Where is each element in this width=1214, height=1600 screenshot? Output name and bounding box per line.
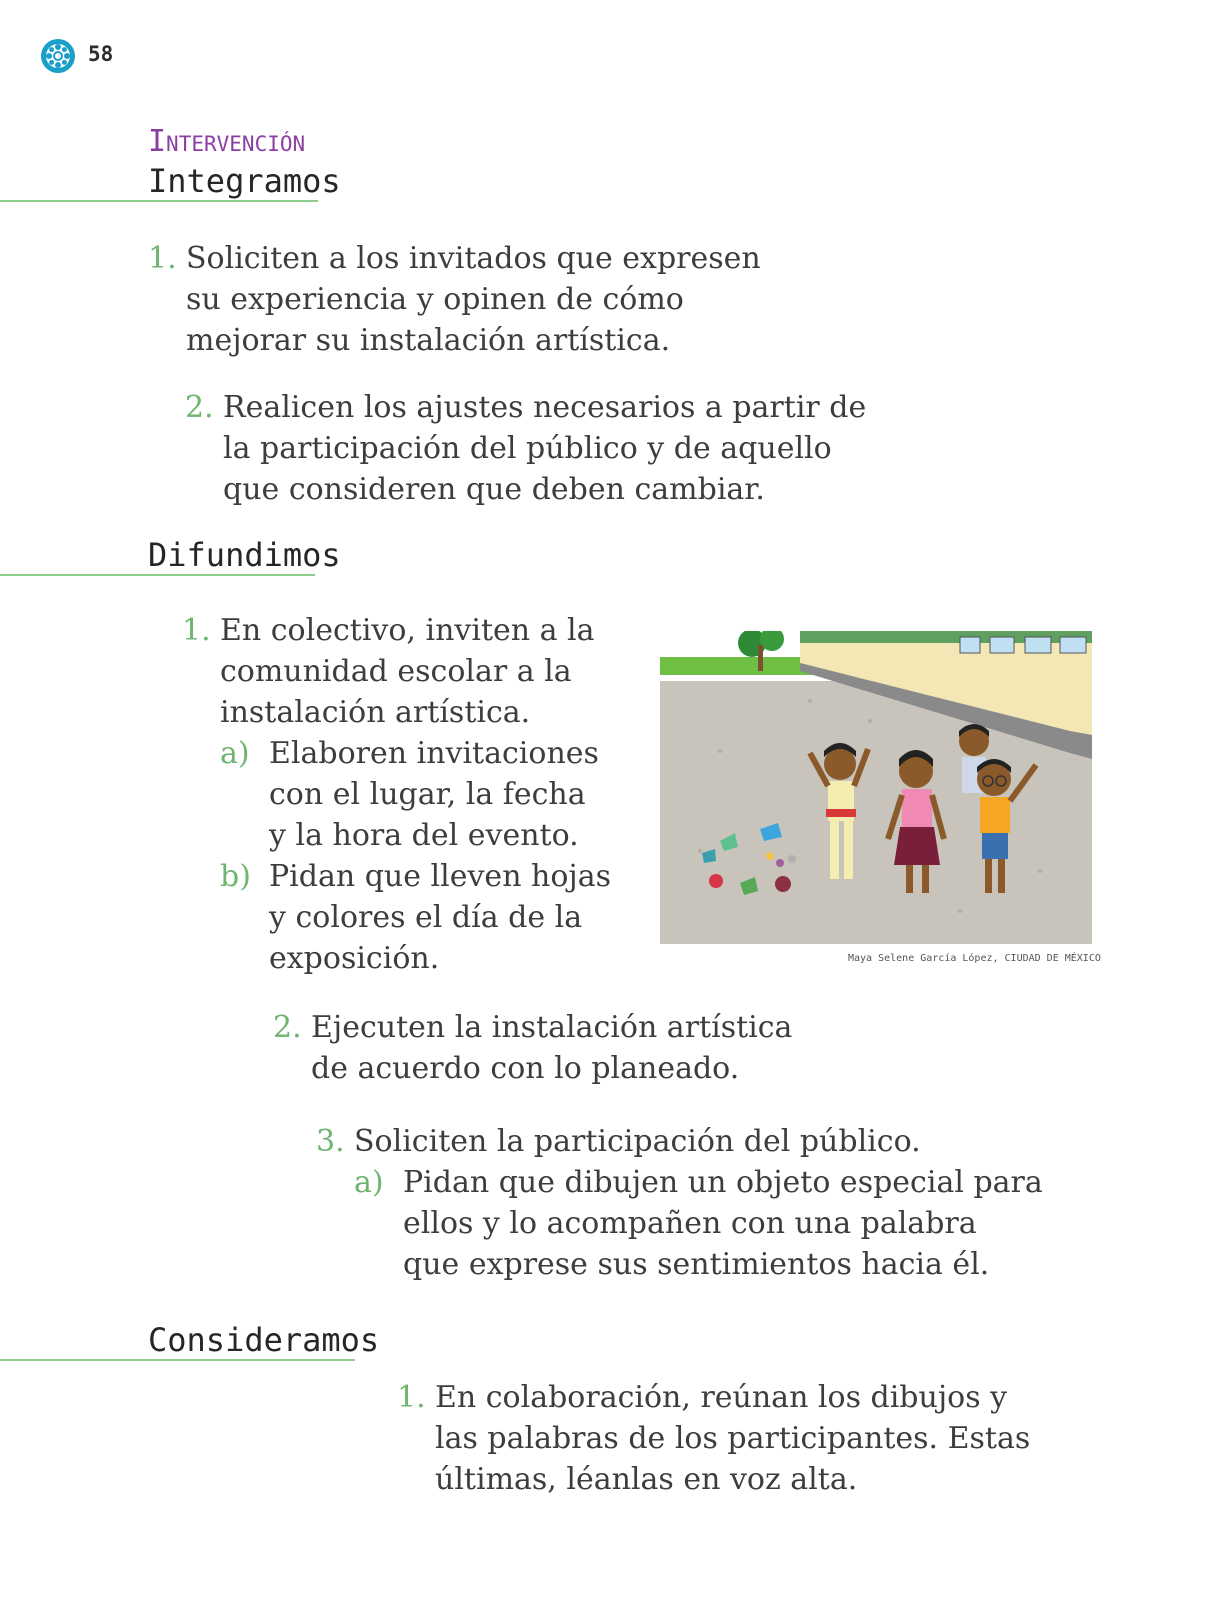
sub-letter: b) (220, 859, 251, 894)
list-text-line: Pidan que lleven hojas (269, 859, 612, 894)
list-number: 3. (316, 1124, 345, 1159)
list-text-line: y colores el día de la (269, 900, 583, 935)
list-text-line: Ejecuten la instalación artística (311, 1010, 793, 1045)
list-text-line: que consideren que deben cambiar. (223, 472, 765, 507)
list-text-line: Elaboren invitaciones (269, 736, 599, 771)
list-number: 2. (185, 390, 214, 425)
list-text-line: En colaboración, reúnan los dibujos y (435, 1380, 1008, 1415)
list-item (185, 387, 885, 517)
list-text-line: Soliciten la participación del público. (354, 1124, 921, 1159)
list-number: 1. (182, 613, 211, 648)
list-item (316, 1121, 1076, 1291)
list-item (273, 1007, 873, 1097)
list-text-line: ellos y lo acompañen con una palabra (403, 1206, 977, 1241)
heading-difundimos: Difundimos (148, 536, 341, 574)
list-item (148, 238, 788, 368)
section-label: Intervención (148, 124, 306, 159)
list-text-line: Realicen los ajustes necesarios a partir de (223, 390, 867, 425)
list-text-line: Pidan que dibujen un objeto especial para (403, 1165, 1043, 1200)
list-text-line: y la hora del evento. (269, 818, 579, 853)
flower-emblem-icon (40, 38, 76, 74)
list-item (397, 1377, 1097, 1507)
heading-rule (0, 1359, 355, 1361)
list-text-line: mejorar su instalación artística. (186, 323, 671, 358)
list-text-line: En colectivo, inviten a la (220, 613, 595, 648)
list-number: 2. (273, 1010, 302, 1045)
heading-rule (0, 200, 318, 202)
children-schoolyard-illustration (660, 631, 1092, 944)
list-text-line: las palabras de los participantes. Estas (435, 1421, 1031, 1456)
page-number: 58 (88, 42, 114, 66)
heading-rule (0, 574, 315, 576)
list-text-line: la participación del público y de aquello (223, 431, 832, 466)
heading-integramos: Integramos (148, 162, 341, 200)
list-text-line: instalación artística. (220, 695, 531, 730)
list-item (182, 610, 632, 980)
list-text-line: de acuerdo con lo planeado. (311, 1051, 740, 1086)
sub-letter: a) (220, 736, 250, 771)
list-text-line: exposición. (269, 941, 440, 976)
list-number: 1. (397, 1380, 426, 1415)
list-text-line: su experiencia y opinen de cómo (186, 282, 684, 317)
sub-letter: a) (354, 1165, 384, 1200)
list-text-line: últimas, léanlas en voz alta. (435, 1462, 858, 1497)
list-text-line: comunidad escolar a la (220, 654, 572, 689)
heading-consideramos: Consideramos (148, 1321, 380, 1359)
list-text-line: con el lugar, la fecha (269, 777, 586, 812)
list-text-line: Soliciten a los invitados que expresen (186, 241, 761, 276)
list-number: 1. (148, 241, 177, 276)
illustration-credit: Maya Selene García López, CIUDAD DE MÉXICO (848, 953, 1101, 964)
list-text-line: que exprese sus sentimientos hacia él. (403, 1247, 990, 1282)
